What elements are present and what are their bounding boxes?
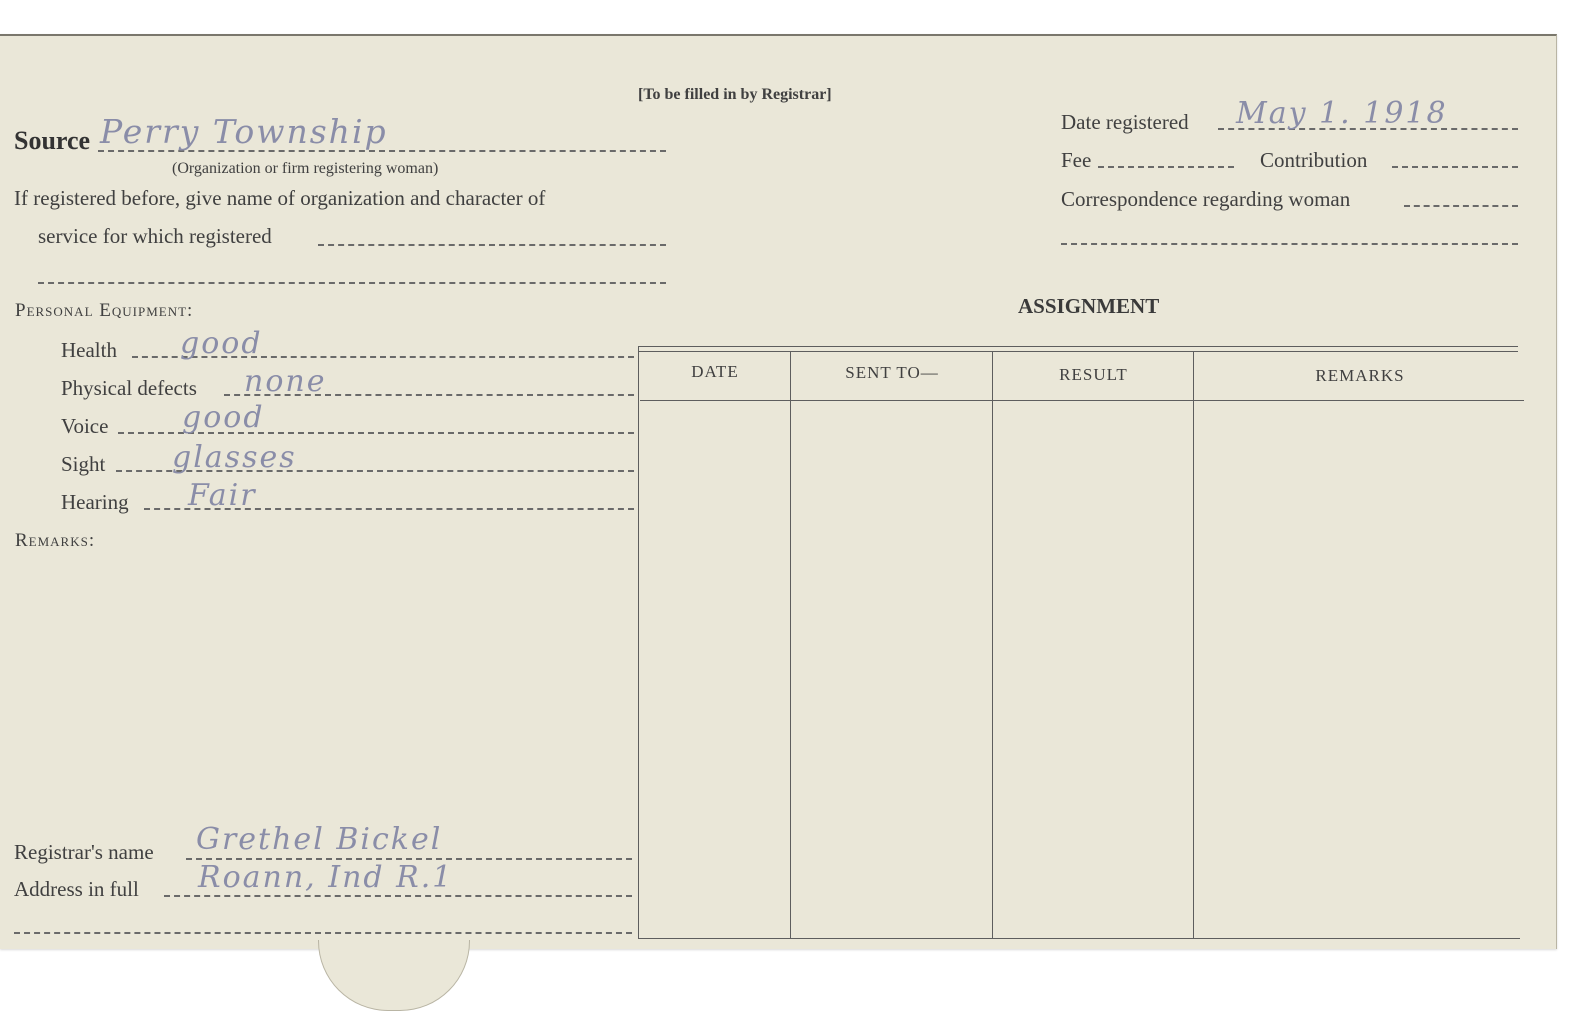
registrar-name-label: Registrar's name — [14, 840, 154, 864]
registered-service-label: service for which registered — [38, 224, 272, 248]
column-header-sent-to: SENT TO— — [845, 363, 939, 382]
date-registered-value: May 1. 1918 — [1236, 96, 1448, 131]
registered-extra-line[interactable] — [38, 282, 666, 284]
registrar-name-value: Grethel Bickel — [196, 822, 443, 857]
table-bottom-rule — [638, 938, 1520, 939]
table-col-border-left — [638, 346, 639, 938]
remarks-heading: Remarks: — [15, 530, 96, 551]
table-col-divider-2 — [992, 351, 993, 938]
correspondence-extra-line[interactable] — [1061, 243, 1518, 245]
contribution-label: Contribution — [1260, 148, 1368, 172]
remarks-column-cells[interactable] — [1195, 406, 1518, 936]
address-extra-line[interactable] — [14, 932, 632, 934]
correspondence-line[interactable] — [1404, 205, 1518, 207]
result-column-cells[interactable] — [994, 402, 1193, 936]
assignment-heading: ASSIGNMENT — [1018, 294, 1160, 318]
address-label: Address in full — [14, 877, 139, 901]
address-value: Roann, Ind R.1 — [198, 860, 454, 895]
hearing-value: Fair — [188, 478, 257, 513]
sight-value: glasses — [172, 440, 297, 475]
card-tab — [318, 940, 470, 1011]
column-header-date: DATE — [691, 362, 739, 381]
physical-defects-label: Physical defects — [61, 376, 197, 400]
sent-to-column-cells[interactable] — [792, 402, 992, 936]
address-line[interactable] — [164, 895, 632, 897]
registrar-note: [To be filled in by Registrar] — [638, 86, 832, 103]
source-caption: (Organization or firm registering woman) — [172, 160, 439, 177]
date-registered-label: Date registered — [1061, 110, 1189, 134]
contribution-line[interactable] — [1392, 166, 1518, 168]
physical-defects-value: none — [244, 364, 327, 399]
sight-label: Sight — [61, 452, 106, 476]
source-label: Source — [14, 126, 91, 155]
column-header-result: RESULT — [1059, 365, 1128, 384]
table-col-divider-1 — [790, 351, 791, 938]
table-top-rule — [638, 346, 1518, 347]
table-header-rule — [640, 400, 1524, 401]
health-label: Health — [61, 338, 117, 362]
column-header-remarks: REMARKS — [1315, 366, 1405, 385]
health-value: good — [180, 326, 263, 361]
date-column-cells[interactable] — [640, 402, 790, 936]
remarks-area[interactable] — [20, 565, 630, 815]
registered-service-line[interactable] — [318, 244, 666, 246]
table-top-rule-inner — [638, 351, 1518, 352]
table-col-divider-3 — [1193, 351, 1194, 938]
registered-before-label: If registered before, give name of organization and character of — [14, 186, 546, 210]
hearing-label: Hearing — [61, 490, 129, 514]
correspondence-label: Correspondence regarding woman — [1061, 187, 1351, 211]
personal-equipment-heading: Personal Equipment: — [15, 300, 194, 321]
voice-value: good — [182, 400, 265, 435]
voice-label: Voice — [61, 414, 109, 438]
fee-label: Fee — [1061, 148, 1092, 172]
fee-line[interactable] — [1098, 166, 1234, 168]
source-value: Perry Township — [100, 112, 388, 151]
